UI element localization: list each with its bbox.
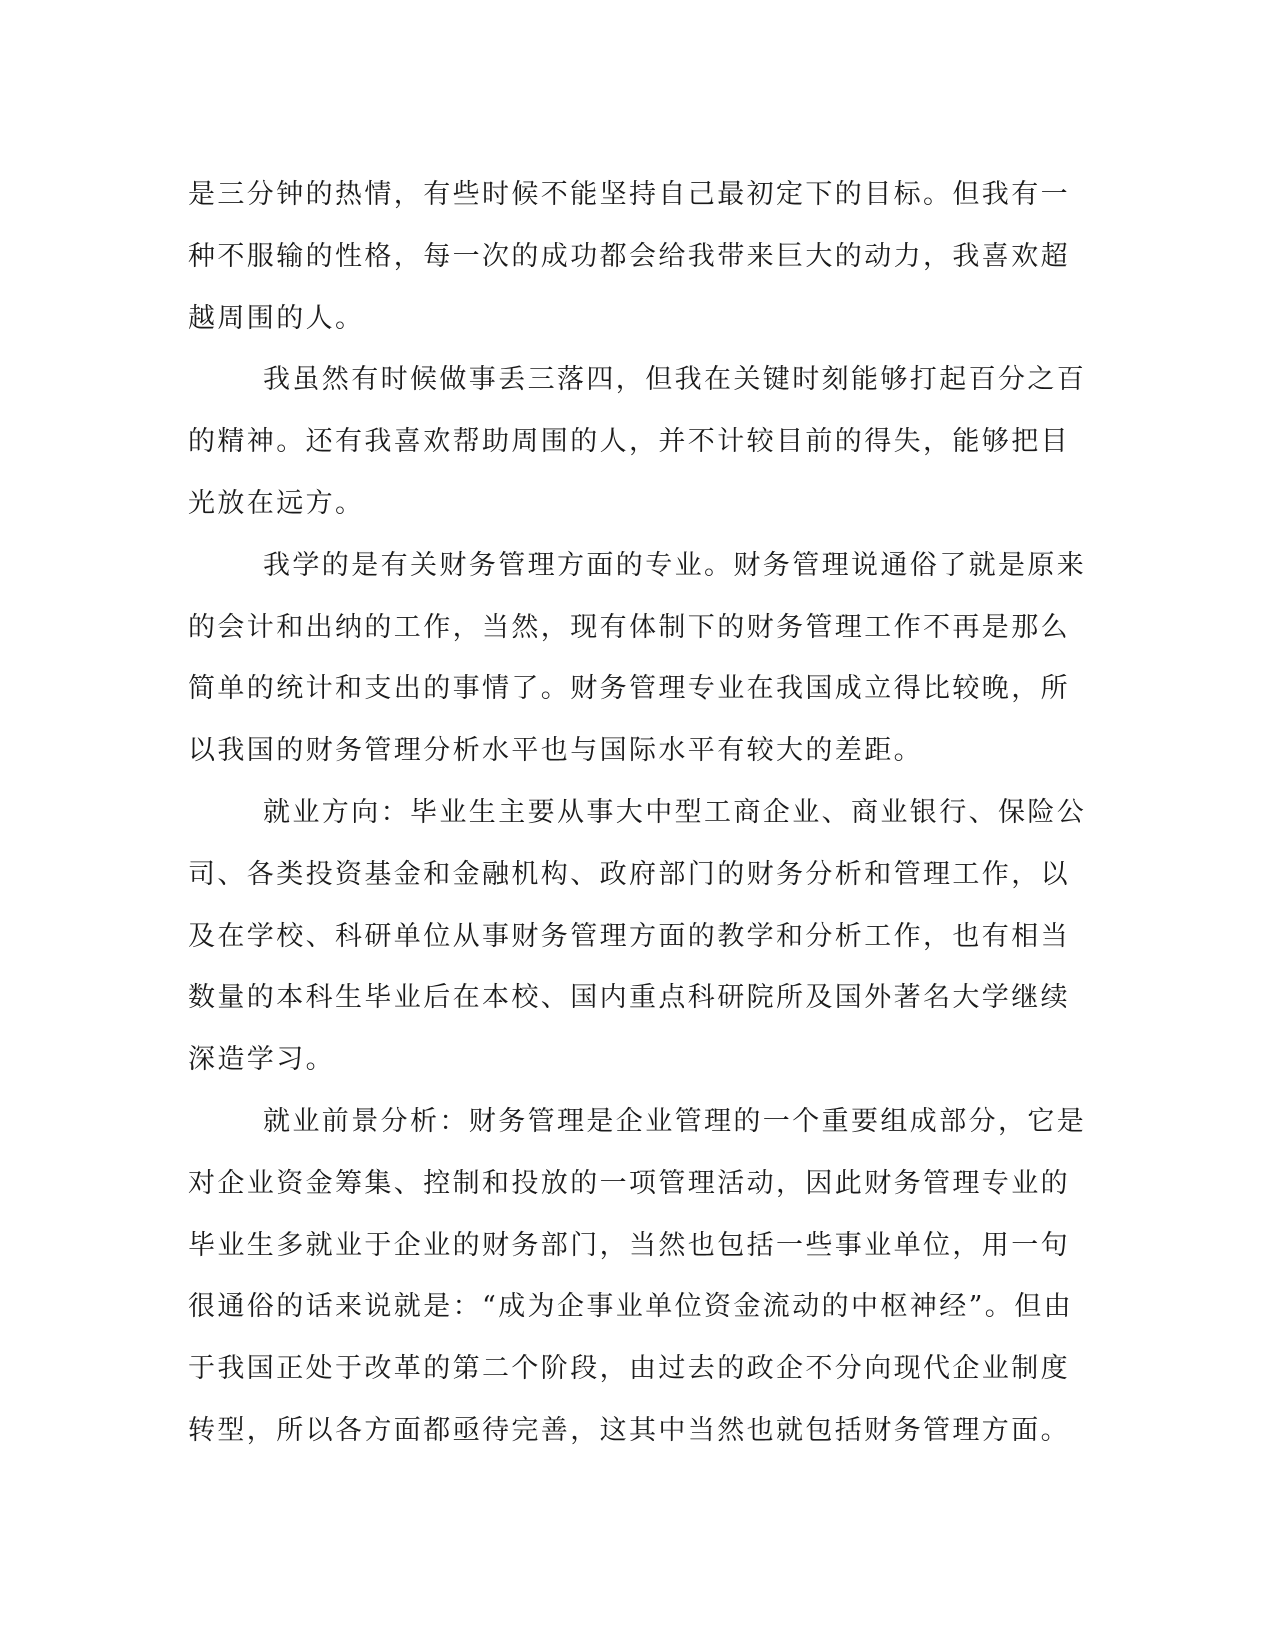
text-line: 很通俗的话来说就是：“成为企事业单位资金流动的中枢神经”。但由: [188, 1291, 1074, 1323]
text-line: 就业方向：毕业生主要从事大中型工商企业、商业银行、保险公: [263, 796, 1087, 828]
text-line: 数量的本科生毕业后在本校、国内重点科研院所及国外著名大学继续: [188, 982, 1070, 1014]
text-line: 深造学习。: [188, 1044, 335, 1076]
text-line: 我学的是有关财务管理方面的专业。财务管理说通俗了就是原来: [263, 549, 1087, 581]
text-line: 越周围的人。: [188, 302, 365, 334]
text-line: 司、各类投资基金和金融机构、政府部门的财务分析和管理工作，以: [188, 858, 1070, 890]
text-line: 是三分钟的热情，有些时候不能坚持自己最初定下的目标。但我有一: [188, 179, 1070, 210]
text-line: 转型，所以各方面都亟待完善，这其中当然也就包括财务管理方面。: [188, 1414, 1070, 1446]
text-line: 以我国的财务管理分析水平也与国际水平有较大的差距。: [188, 735, 923, 767]
text-line: 光放在远方。: [188, 487, 365, 519]
document-body: [188, 164, 1088, 1462]
text-line: 的会计和出纳的工作，当然，现有体制下的财务管理工作不再是那么: [188, 611, 1070, 643]
paragraph-4: [188, 782, 1088, 1091]
text-line: 简单的统计和支出的事情了。财务管理专业在我国成立得比较晚，所: [188, 673, 1070, 705]
text-line: 我虽然有时候做事丢三落四，但我在关键时刻能够打起百分之百: [263, 364, 1087, 396]
paragraph-2: [188, 349, 1088, 534]
text-line: 于我国正处于改革的第二个阶段，由过去的政企不分向现代企业制度: [188, 1353, 1070, 1385]
text-line: 对企业资金筹集、控制和投放的一项管理活动，因此财务管理专业的: [188, 1167, 1070, 1199]
text-line: 就业前景分析：财务管理是企业管理的一个重要组成部分，它是: [263, 1105, 1087, 1137]
text-line: 种不服输的性格，每一次的成功都会给我带来巨大的动力，我喜欢超: [188, 240, 1070, 272]
paragraph-5: [188, 1091, 1088, 1462]
paragraph-1: [188, 164, 1088, 349]
text-line: 及在学校、科研单位从事财务管理方面的教学和分析工作，也有相当: [188, 920, 1070, 952]
paragraph-3: [188, 535, 1088, 782]
text-line: 毕业生多就业于企业的财务部门，当然也包括一些事业单位，用一句: [188, 1229, 1070, 1261]
text-line: 的精神。还有我喜欢帮助周围的人，并不计较目前的得失，能够把目: [188, 426, 1070, 458]
